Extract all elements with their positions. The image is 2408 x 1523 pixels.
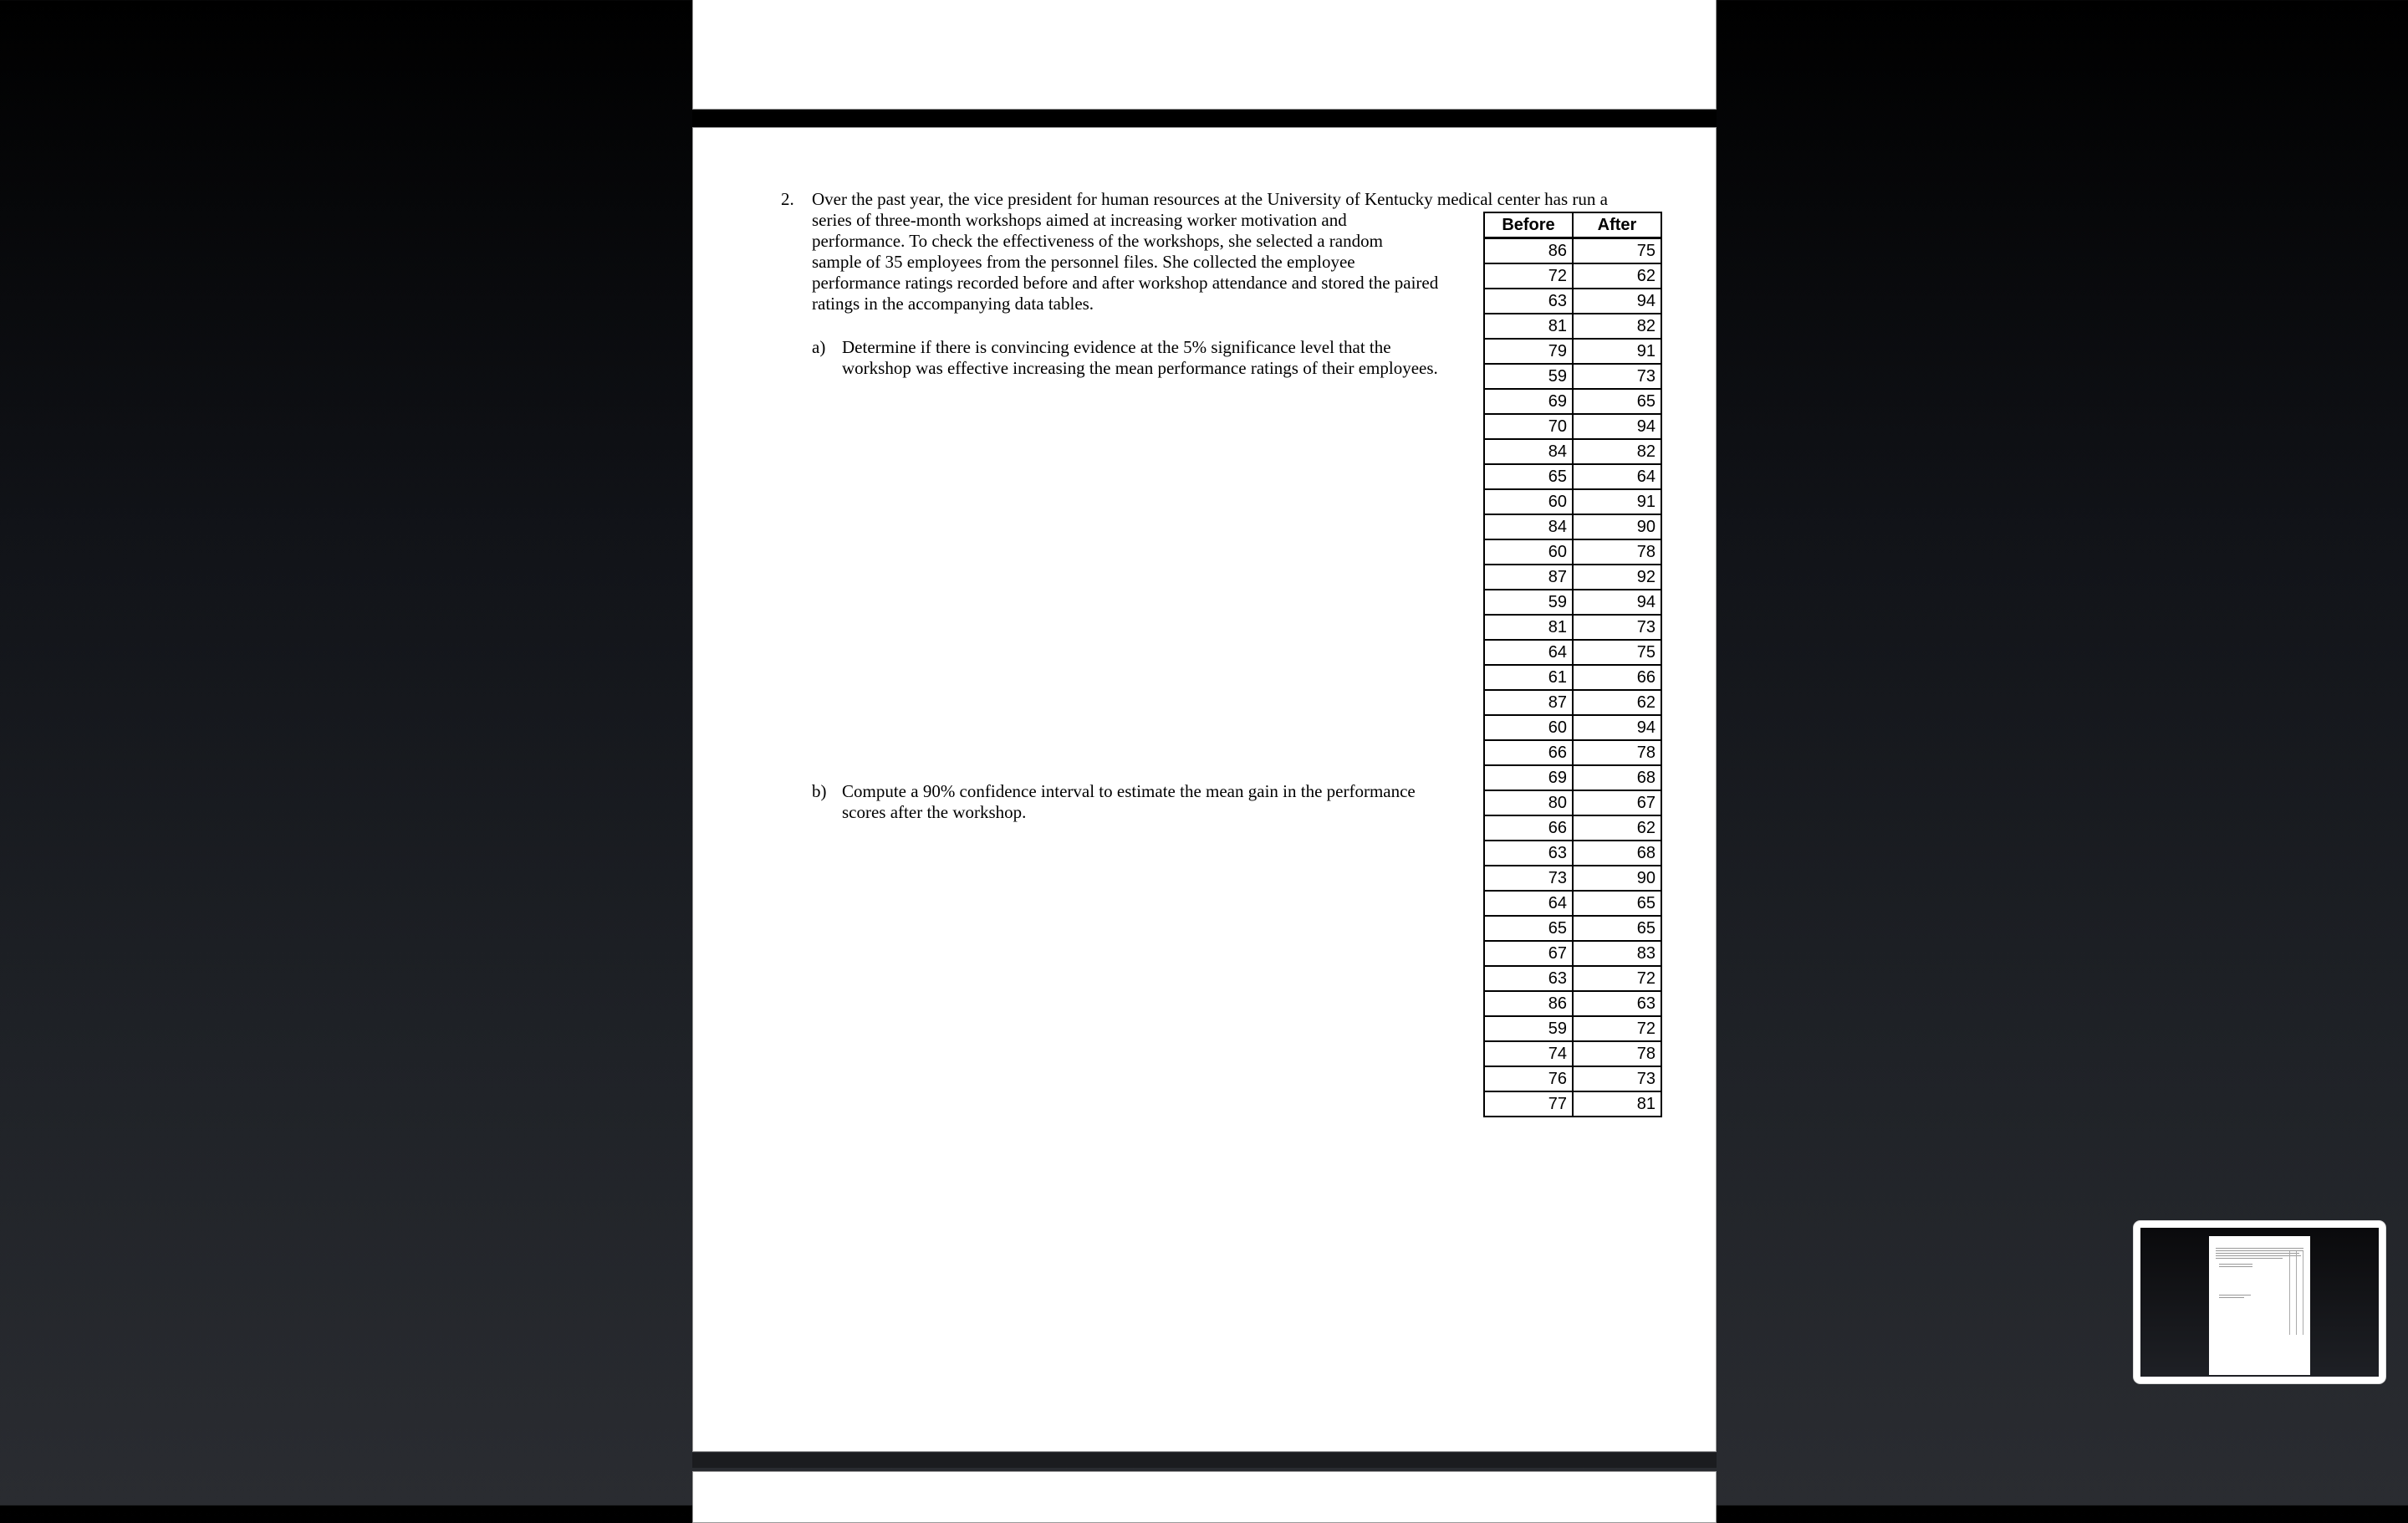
table-row	[1484, 615, 1661, 640]
after-cell: 72	[1573, 966, 1661, 991]
question-text-line: series of three-month workshops aimed at increasing worker motivation and	[812, 210, 1347, 230]
thumbnail-preview	[2140, 1228, 2379, 1377]
thumbnail-text-line	[2219, 1297, 2244, 1298]
thumbnail-text-line	[2219, 1295, 2251, 1296]
table-row	[1484, 590, 1661, 615]
next-page	[692, 1471, 1717, 1523]
table-row	[1484, 991, 1661, 1016]
thumbnail-text-line	[2216, 1258, 2283, 1259]
before-cell: 73	[1484, 866, 1573, 891]
thumbnail-text-line	[2219, 1266, 2252, 1267]
before-cell: 66	[1484, 740, 1573, 765]
after-cell: 72	[1573, 1016, 1661, 1041]
table-header-row	[1484, 212, 1661, 238]
before-cell: 84	[1484, 514, 1573, 539]
part-b-label: b)	[812, 781, 827, 801]
table-row	[1484, 715, 1661, 740]
after-cell: 62	[1573, 690, 1661, 715]
before-cell: 81	[1484, 314, 1573, 339]
before-cell: 60	[1484, 489, 1573, 514]
part-b-text-line: Compute a 90% confidence interval to estimate the mean gain in the performance	[842, 781, 1416, 801]
after-cell: 67	[1573, 790, 1661, 815]
before-cell: 59	[1484, 590, 1573, 615]
table-row	[1484, 389, 1661, 414]
table-row	[1484, 539, 1661, 565]
question-text-line: performance ratings recorded before and after workshop attendance and stored the paired	[812, 273, 1439, 293]
before-cell: 61	[1484, 665, 1573, 690]
after-cell: 68	[1573, 765, 1661, 790]
before-cell: 59	[1484, 364, 1573, 389]
table-row	[1484, 815, 1661, 841]
after-cell: 68	[1573, 841, 1661, 866]
question-text-line: ratings in the accompanying data tables.	[812, 294, 1094, 314]
page-separator	[692, 111, 1717, 126]
part-b-text-line: scores after the workshop.	[842, 802, 1027, 822]
thumbnail-table-line	[2296, 1251, 2297, 1335]
before-cell: 60	[1484, 539, 1573, 565]
table-row	[1484, 339, 1661, 364]
after-cell: 91	[1573, 339, 1661, 364]
part-a-text-line: workshop was effective increasing the mean performance ratings of their employees.	[842, 358, 1438, 378]
before-cell: 69	[1484, 765, 1573, 790]
table-row	[1484, 640, 1661, 665]
table-row	[1484, 941, 1661, 966]
after-cell: 64	[1573, 464, 1661, 489]
after-cell: 82	[1573, 314, 1661, 339]
after-cell: 83	[1573, 941, 1661, 966]
before-cell: 59	[1484, 1016, 1573, 1041]
table-row	[1484, 1016, 1661, 1041]
thumbnail-page	[2209, 1236, 2310, 1375]
table-row	[1484, 866, 1661, 891]
table-row	[1484, 1091, 1661, 1117]
table-row	[1484, 514, 1661, 539]
table-row	[1484, 1041, 1661, 1066]
column-header-after: After	[1573, 212, 1661, 238]
after-cell: 94	[1573, 289, 1661, 314]
before-cell: 60	[1484, 715, 1573, 740]
after-cell: 94	[1573, 414, 1661, 439]
table-row	[1484, 665, 1661, 690]
table-row	[1484, 439, 1661, 464]
table-row	[1484, 790, 1661, 815]
after-cell: 65	[1573, 389, 1661, 414]
before-cell: 79	[1484, 339, 1573, 364]
previous-page	[692, 0, 1717, 110]
before-cell: 63	[1484, 966, 1573, 991]
table-row	[1484, 489, 1661, 514]
table-row	[1484, 690, 1661, 715]
after-cell: 90	[1573, 514, 1661, 539]
after-cell: 73	[1573, 364, 1661, 389]
before-cell: 87	[1484, 690, 1573, 715]
after-cell: 78	[1573, 1041, 1661, 1066]
before-cell: 67	[1484, 941, 1573, 966]
after-cell: 82	[1573, 439, 1661, 464]
after-cell: 75	[1573, 238, 1661, 264]
before-cell: 77	[1484, 1091, 1573, 1117]
table-row	[1484, 414, 1661, 439]
after-cell: 65	[1573, 916, 1661, 941]
after-cell: 90	[1573, 866, 1661, 891]
after-cell: 94	[1573, 590, 1661, 615]
part-a-text-line: Determine if there is convincing evidence at the 5% significance level that the	[842, 337, 1391, 357]
after-cell: 73	[1573, 615, 1661, 640]
before-cell: 70	[1484, 414, 1573, 439]
question-text-line: performance. To check the effectiveness of the workshops, she selected a random	[812, 231, 1383, 251]
table-row	[1484, 841, 1661, 866]
table-row	[1484, 966, 1661, 991]
question-text-line: sample of 35 employees from the personnel files. She collected the employee	[812, 252, 1355, 272]
before-cell: 80	[1484, 790, 1573, 815]
before-cell: 86	[1484, 991, 1573, 1016]
after-cell: 66	[1573, 665, 1661, 690]
after-cell: 78	[1573, 539, 1661, 565]
thumbnail-text-line	[2216, 1248, 2303, 1249]
table-row	[1484, 464, 1661, 489]
before-cell: 81	[1484, 615, 1573, 640]
after-cell: 63	[1573, 991, 1661, 1016]
before-cell: 64	[1484, 891, 1573, 916]
after-cell: 75	[1573, 640, 1661, 665]
part-a-label: a)	[812, 337, 826, 357]
after-cell: 78	[1573, 740, 1661, 765]
thumbnail-text-line	[2216, 1255, 2301, 1256]
column-header-before: Before	[1484, 212, 1573, 238]
table-body	[1484, 238, 1661, 1117]
question-text-line: Over the past year, the vice president for human resources at the University of Kentucky medical center has run a	[812, 189, 1608, 209]
table-row	[1484, 565, 1661, 590]
table-row	[1484, 314, 1661, 339]
table-row	[1484, 740, 1661, 765]
page-thumbnail[interactable]	[2134, 1221, 2385, 1383]
before-cell: 74	[1484, 1041, 1573, 1066]
after-cell: 91	[1573, 489, 1661, 514]
before-cell: 76	[1484, 1066, 1573, 1091]
question-number: 2.	[781, 189, 794, 209]
table-row	[1484, 364, 1661, 389]
before-cell: 87	[1484, 565, 1573, 590]
after-cell: 94	[1573, 715, 1661, 740]
table-row	[1484, 765, 1661, 790]
before-cell: 65	[1484, 464, 1573, 489]
after-cell: 62	[1573, 263, 1661, 289]
ratings-table	[1483, 212, 1662, 1117]
table-row	[1484, 916, 1661, 941]
table-row	[1484, 891, 1661, 916]
before-cell: 69	[1484, 389, 1573, 414]
after-cell: 65	[1573, 891, 1661, 916]
thumbnail-text-line	[2216, 1250, 2303, 1251]
before-cell: 65	[1484, 916, 1573, 941]
before-cell: 64	[1484, 640, 1573, 665]
before-cell: 84	[1484, 439, 1573, 464]
after-cell: 92	[1573, 565, 1661, 590]
table-row	[1484, 289, 1661, 314]
before-cell: 63	[1484, 841, 1573, 866]
table-row	[1484, 263, 1661, 289]
page-separator	[692, 1453, 1717, 1468]
before-cell: 63	[1484, 289, 1573, 314]
thumbnail-text-line	[2219, 1264, 2252, 1265]
table-row	[1484, 238, 1661, 264]
thumbnail-text-line	[2216, 1253, 2299, 1254]
thumbnail-table-line	[2289, 1251, 2290, 1335]
after-cell: 73	[1573, 1066, 1661, 1091]
after-cell: 62	[1573, 815, 1661, 841]
table-row	[1484, 1066, 1661, 1091]
after-cell: 81	[1573, 1091, 1661, 1117]
before-cell: 86	[1484, 238, 1573, 264]
before-cell: 66	[1484, 815, 1573, 841]
before-cell: 72	[1484, 263, 1573, 289]
